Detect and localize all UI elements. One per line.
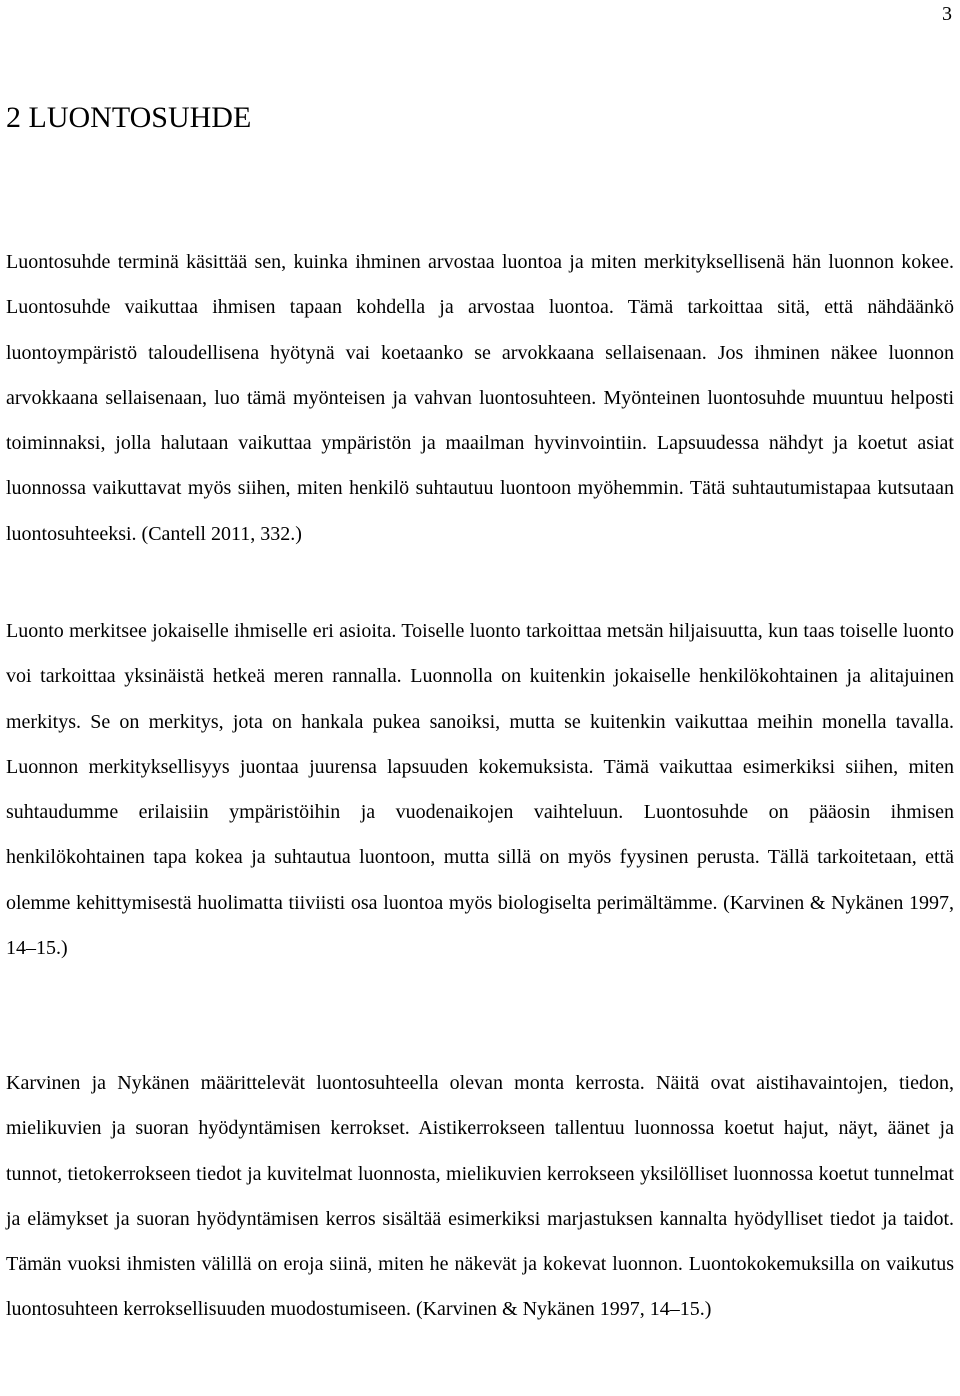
paragraph-layers: Karvinen ja Nykänen määrittelevät luontosuhteella olevan monta kerrosta. Näitä ovat aistihavaintojen, tiedon, mielikuvien ja suoran hyödyntämisen kerrokset. Aistikerrokseen tallentuu luonnossa koetut hajut, näyt, äänet ja tunnot, tietokerrokseen tiedot ja kuvitelmat luonnosta, mielikuvien kerrokseen yksilölliset luonnossa koetut tunnelmat ja elämykset ja suoran hyödyntämisen kerros sisältää esimerkiksi marjastuksen kannalta hyödylliset tiedot ja taidot. Tämän vuoksi ihmisten välillä on eroja siinä, miten he näkevät ja kokevat luonnon. Luontokokemuksilla on vaikutus luontosuhteen kerroksellisuuden muodostumiseen. (Karvinen & Nykänen 1997, 14–15.)	[6, 1072, 954, 1321]
paragraph-meaning: Luonto merkitsee jokaiselle ihmiselle eri asioita. Toiselle luonto tarkoittaa metsän hiljaisuutta, kun taas toiselle luonto voi tarkoittaa yksinäistä hetkeä meren rannalla. Luonnolla on kuitenkin jokaiselle henkilökohtainen ja alitajuinen merkitys. Se on merkitys, jota on hankala pukea sanoiksi, mutta se kuitenkin vaikuttaa meihin monella tavalla. Luonnon merkityksellisyys juontaa juurensa lapsuuden kokemuksista. Tämä vaikuttaa esimerkiksi siihen, miten suhtaudumme erilaisiin ympäristöihin ja vuodenaikojen vaihteluun. Luontosuhde on pääosin ihmisen henkilökohtainen tapa kokea ja suhtautua luontoon, mutta sillä on myös fyysinen perusta. Tällä tarkoitetaan, että olemme kehittymisestä huolimatta tiiviisti osa luontoa myös biologiselta perimältämme. (Karvinen & Nykänen 1997, 14–15.)	[6, 620, 954, 960]
paragraph-definition: Luontosuhde terminä käsittää sen, kuinka ihminen arvostaa luontoa ja miten merkityksellisenä hän luonnon kokee. Luontosuhde vaikuttaa ihmisen tapaan kohdella ja arvostaa luontoa. Tämä tarkoittaa sitä, että nähdäänkö luontoympäristö taloudellisena hyötynä vai koetaanko se arvokkaana sellaisenaan. Jos ihminen näkee luonnon arvokkaana sellaisenaan, luo tämä myönteisen ja vahvan luontosuhteen. Myönteinen luontosuhde muuntuu helposti toiminnaksi, jolla halutaan vaikuttaa ympäristön ja maailman hyvinvointiin. Lapsuudessa nähdyt ja koetut asiat luonnossa vaikuttavat myös siihen, miten henkilö suhtautuu luontoon myöhemmin. Tätä suhtautumistapaa kutsutaan luontosuhteeksi. (Cantell 2011, 332.)	[6, 251, 954, 545]
page-number: 3	[942, 3, 952, 25]
section-heading: 2 LUONTOSUHDE	[6, 101, 252, 134]
